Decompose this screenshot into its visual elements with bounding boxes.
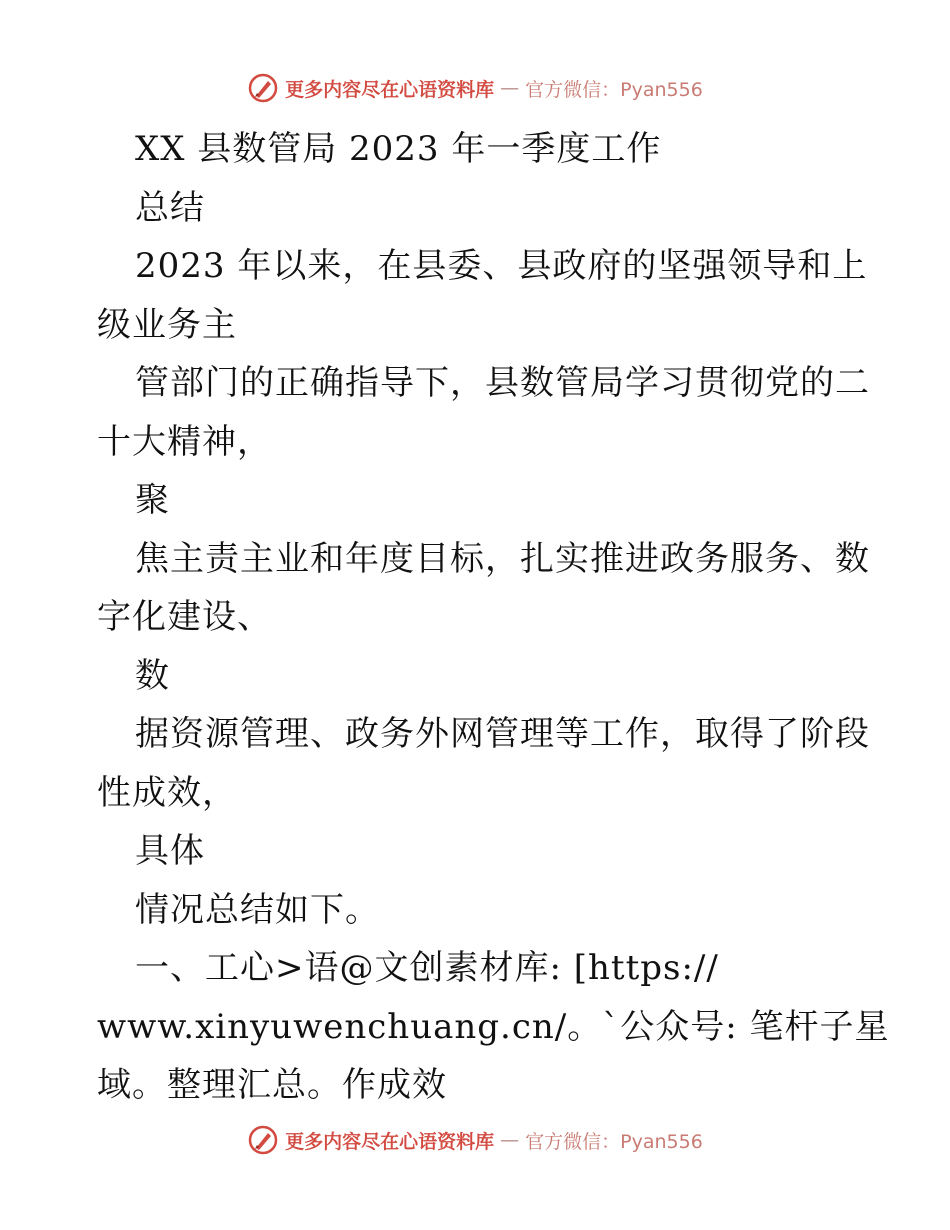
doc-line: 数 <box>135 655 170 696</box>
doc-line: XX 县数管局 2023 年一季度工作 <box>135 129 662 169</box>
doc-line: 性成效， <box>97 772 237 813</box>
doc-line: 据资源管理、政务外网管理等工作，取得了阶段 <box>135 714 870 754</box>
doc-line: 焦主责主业和年度目标，扎实推进政务服务、数 <box>135 538 870 579</box>
doc-line: 具体 <box>135 831 205 871</box>
watermark-account: 官方微信：Pyan556 <box>525 78 703 101</box>
doc-line: 聚 <box>135 480 170 520</box>
watermark-footer <box>0 1124 950 1156</box>
watermark-text: 更多内容尽在心语资料库 <box>285 78 495 101</box>
pen-logo-icon <box>247 72 279 104</box>
doc-line: 一、工心>语@文创素材库: [https:// <box>135 948 719 988</box>
doc-line: 域。整理汇总。作成效 <box>97 1065 447 1105</box>
watermark-separator: — <box>500 1129 520 1151</box>
doc-line: www.xinyuwenchuang.cn/。`公众号: 笔杆子星 <box>97 1006 890 1047</box>
watermark-separator: — <box>500 77 520 99</box>
doc-line: 2023 年以来，在县委、县政府的坚强领导和上 <box>135 246 868 286</box>
watermark-account: 官方微信：Pyan556 <box>525 1130 703 1153</box>
watermark-header <box>0 72 950 104</box>
doc-line: 情况总结如下。 <box>135 889 380 930</box>
doc-line: 十大精神， <box>97 421 272 462</box>
pen-logo-icon <box>247 1124 279 1156</box>
doc-line: 级业务主 <box>97 304 237 345</box>
doc-line: 管部门的正确指导下，县数管局学习贯彻党的二 <box>135 363 870 403</box>
doc-line: 总结 <box>135 187 205 228</box>
watermark-text: 更多内容尽在心语资料库 <box>285 1130 495 1153</box>
document-body <box>97 120 890 1115</box>
doc-line: 字化建设、 <box>97 597 272 637</box>
